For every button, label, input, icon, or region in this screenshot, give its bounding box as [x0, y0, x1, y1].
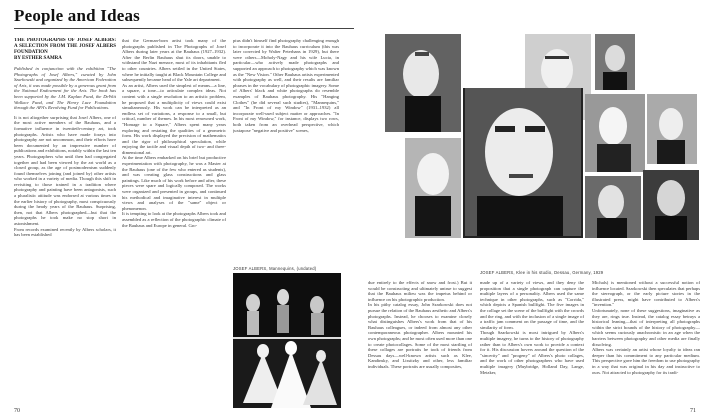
page-number-right: 71 — [690, 408, 696, 414]
mannequins-photo — [233, 273, 341, 408]
mannequins-caption: JOSEF ALBERS, Mannequins, (undated) — [233, 266, 317, 271]
klee-caption: JOSEF ALBERS, Klee in his studio, Dessau, Germany, 1929 — [480, 270, 604, 275]
section-title: People and Ideas — [14, 6, 140, 25]
mannequins-image — [233, 273, 341, 408]
article-author: BY ESTHER SAMRA — [14, 56, 62, 61]
page-number-left: 70 — [14, 408, 20, 414]
article-column-4: due entirely to the effects of snow and frost.) But it would be constructing and ultimately untrue to suggest that the Bauhaus milieu was the impetus behind or influence on his photographic production. In his pithy catalog essay, John Szarkowski does not pursue the relation of the Bauhaus aesthetic and Albers's photographs. Instead, he chooses to examine closely what distinguishes Albers's work from that of his Bauhaus colleagues, or indeed from almost any other contemporaneous photographer. Albers mounted his own photographs; and he most often used more than one to create photocollages. Some of the most startling of these collages are portraits he took of friends from Dessau days—well-known artists such as Klee, Kandinsky, and Lissitzky and other, less familiar individuals. These portraits are usually composites, — [368, 280, 472, 369]
klee-photo-collage — [385, 34, 700, 272]
article-column-2: that the German-born artist took many of the photographs published in The Photographs of Josef Albers during later years at the Bauhaus (1927–1932). After the Berlin Bauhaus shut its doors, unable to withstand the Nazi menace, most of its inhabitants fled to other countries. Albers settled in the United States, where he initially taught at Black Mountain College and subsequently became head of the Yale art department. As an artist, Albers used the simplest of means—a line, a square, a tone—to articulate complex ideas. Not content with a single resolution to an artistic problem, he proposed that a multiplicity of views could exist simultaneously. His work can be interpreted as an endless set of variations, a response to a small, but critical, number of themes. In his most renowned work, "Homage to a Square," Albers spent many years exploring and restating the qualities of a geometric form. His work displayed the precision of mathematics and the rigor of philosophical speculation, while enjoying the tactile and visual depth of two- and three-dimensional art. At the time Albers embarked on his brief but productive experimentation with photography, he was a Master at the Bauhaus (one of the few who entered as students), and was creating glass constructions and glass paintings. Like much of his work before and after, these pieces were spare and logically composed. The works were organized and presented in groups, and continued his methodical and imaginative interest in multiple views and analyses of the "same" object or phenomenon. It is tempting to look at the photographs Albers took and assembled as a reflection of the photographic climate of the Bauhaus and Europe in general. Gro- — [122, 38, 226, 228]
article-column-3: pius didn't himself find photography challenging enough to incorporate it into the Bauhaus curriculum (this was later corrected by Walter Peterhans in 1929), but there were others—Moholy-Nagy and his wife Lucia, in particular—who actively made photographs and supported an approach to photography which was known as the "New Vision." Other Bauhaus artists experimented with photography as well, and their results are familiar phrases in the vocabulary of photographic imagery. Some of Albers' black and white photographs do resemble examples of Bauhaus photography. His "Hanging Clothes" (he did several such studies), "Mannequins," and "In Front of my Window" (1931–1932) all incorporate well-used subject matter or approaches. "In Front of my Window," for instance, displays two rows, both taken from an overhead perspective, which juxtapose "negative and positive" scenes, — [233, 38, 339, 133]
article-column-1 — [14, 38, 116, 404]
title-rule — [14, 28, 354, 29]
article-body-1: It is not altogether surprising that Josef Albers, one of the most active members of the Bauhaus, and a formative influence in twentieth-century art, took photographs. Artists who have made forays into photography are not uncommon, and their efforts have been documented by an impressive number of publications and exhibitions, notably within the last ten years. Photographers who until then had congregated together and had been viewed by the art world as a closed group, as the age of postmodernism suddenly found themselves joining (and joined by) other artists who worked in a variety of media. Though this shift in revisiting to those trained in a tradition where photography and painting have been antagonists, such a pluralistic attitude was endorsed at various times in the earlier history of photography, most conspicuously during the heady years of the Bauhaus. Surprising, then, not that Albers photographed—but that the photographs he took make no stop short in astonishment. From records examined recently by Albers scholars, it has been established — [14, 114, 116, 238]
klee-portrait-collage-image — [385, 34, 700, 272]
article-column-6: Michals) is mentioned without a successful notion of influence located. Szarkowski then speculates that perhaps the stereograph, or the early picture stories in the illustrated press, might have contributed to Albers's "invention." Unfortunately, none of these suggestions, imaginative as they are, rings true. Instead, the catalog essay betrays a historical leaning—that of interpreting all photographs within the strict bounds of the history of photography—which seems curiously anachronistic in an age when the barriers between photography and other media are finally dissolving. Albers was certainly an artist whose loyalty to ideas ran deeper than his commitment to any particular medium. This perspective gave him the freedom to use photography in a way that was original in his day and instructive to ours. Not attracted to photography for its tradi- — [592, 280, 700, 375]
article-column-5: made up of a variety of views, and they deny the proposition that a single photograph can capture the multiple layers of a personality. Albers used the same technique in other photographs, such as "Corrida," which depicts a Spanish bullfight. The five images in the collage set the scene of the bullfight with the crowds and the ring, and with the inclusion of a single image of a traffic jam comment on the passage of time, and the similarity of form. Though Szarkowski is most intrigued by Albers's multiple imagery, he turns to the history of photography rather than to Albers's own work to provide a context for it. His discussion hovers around the question of the "sincerity" and "progeny" of Albers's photo collages, and the work of other photographers who have used multiple imagery (Muybridge, Holland Day, Lange, Metzker, — [480, 280, 584, 375]
article-heading: THE PHOTOGRAPHS OF JOSEF ALBERS: A SELECTION FROM THE JOSEF ALBERS FOUNDATION — [14, 38, 116, 55]
article-intro: Published in conjunction with the exhibition "The Photographs of Josef Albers," curated by John Szarkowski and organized by the American Federation of Arts, it was made possible by a generous grant from the National Endowment for the Arts. The book has been supported by the J.M. Kaplan Fund, the DeWitt Wallace Fund, and The Henry Luce Foundation through the AFA's Revolving Fund for Publications. — [14, 66, 116, 111]
